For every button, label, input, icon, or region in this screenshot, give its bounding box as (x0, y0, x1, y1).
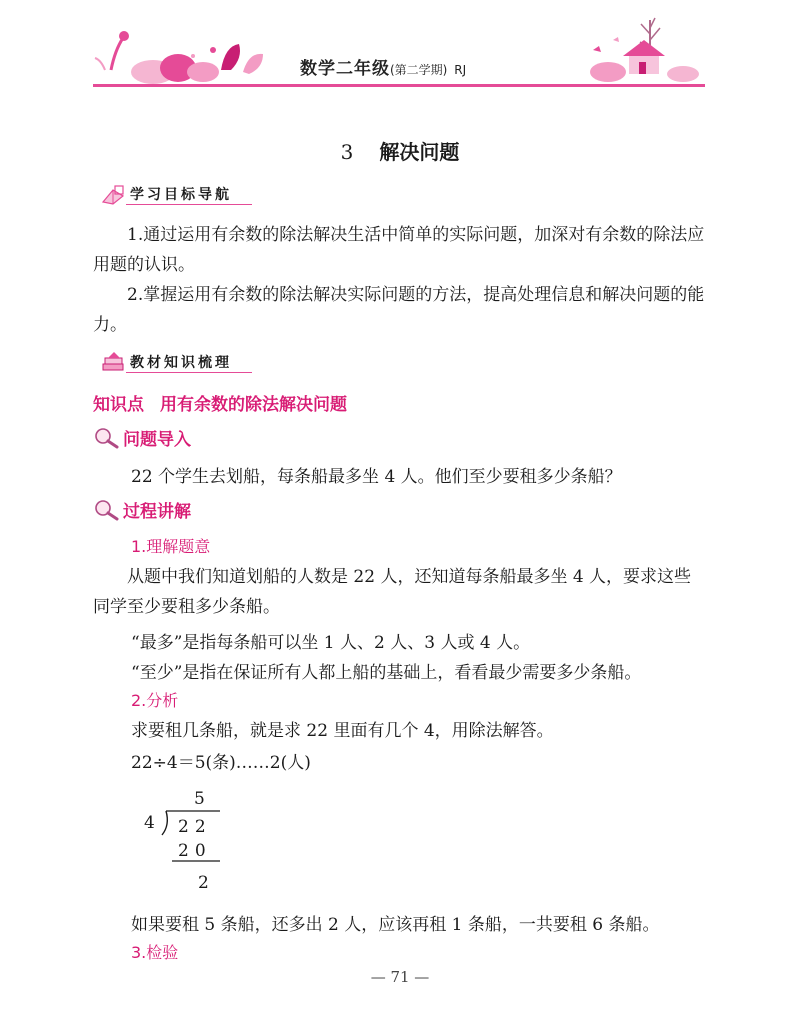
long-division (140, 785, 240, 895)
long-division-remainder: 2 (198, 873, 215, 893)
intro-heading-label: 问题导入 (123, 430, 191, 450)
section-name: 解决问题 (379, 140, 460, 164)
magnifier-icon (93, 427, 119, 449)
knowledge-tag (100, 350, 260, 374)
long-division-dividend: 22 (178, 817, 212, 837)
book-title: 数学二年级 (300, 59, 390, 79)
process-heading (93, 497, 253, 523)
intro-heading (93, 425, 253, 451)
step2-line: 求要租几条船，就是求 22 里面有几个 4，用除法解答。 (131, 721, 554, 741)
section-number: 3 (340, 140, 354, 164)
long-division-product: 20 (178, 841, 212, 861)
step2-equation: 22÷4＝5(条)……2(人) (131, 753, 311, 773)
step3-title: 3.检验 (131, 943, 179, 962)
header-title (300, 54, 466, 79)
goals-underline (126, 204, 252, 205)
knowledge-underline (126, 372, 252, 373)
book-subtitle: (第二学期) (390, 63, 448, 77)
step1-line-most: “最多”是指每条船可以坐 1 人、2 人、3 人或 4 人。 (131, 633, 531, 653)
book-stack-icon (100, 182, 126, 206)
intro-text: 22 个学生去划船，每条船最多坐 4 人。他们至少要租多少条船？ (131, 467, 622, 487)
header-rule (93, 84, 705, 87)
magnifier-icon (93, 499, 119, 521)
left-flower-decoration (95, 31, 263, 84)
knowledge-point-label: 知识点 (93, 395, 144, 415)
knowledge-point-title: 用有余数的除法解决问题 (160, 395, 347, 415)
goals-tag (100, 182, 260, 206)
goal-item-1: 1.通过运用有余数的除法解决生活中简单的实际问题，加深对有余数的除法应用题的认识。 (93, 225, 705, 275)
book-edition: RJ (454, 63, 467, 77)
step2-conclusion: 如果要租 5 条船，还多出 2 人，应该再租 1 条船，一共要租 6 条船。 (131, 915, 660, 935)
section-title (0, 136, 800, 165)
goals-tag-label: 学习目标导航 (130, 187, 232, 203)
process-heading-label: 过程讲解 (123, 502, 191, 522)
knowledge-point (93, 390, 347, 415)
step1-paragraph: 从题中我们知道划船的人数是 22 人，还知道每条船最多坐 4 人，要求这些同学至少要租多少条船。 (93, 567, 692, 617)
long-division-bracket (140, 785, 240, 895)
step2-title: 2.分析 (131, 691, 179, 710)
step1-line-least: “至少”是指在保证所有人都上船的基础上，看看最少需要多少条船。 (131, 663, 642, 683)
page-number: — 71 — (370, 968, 430, 986)
right-house-decoration (590, 18, 699, 82)
step1-title: 1.理解题意 (131, 537, 211, 556)
goal-item-2: 2.掌握运用有余数的除法解决实际问题的方法，提高处理信息和解决问题的能力。 (93, 285, 705, 335)
knowledge-tag-label: 教材知识梳理 (130, 355, 232, 371)
long-division-divisor: 4 (144, 813, 161, 833)
long-division-quotient: 5 (194, 789, 211, 809)
books-icon (100, 350, 126, 374)
